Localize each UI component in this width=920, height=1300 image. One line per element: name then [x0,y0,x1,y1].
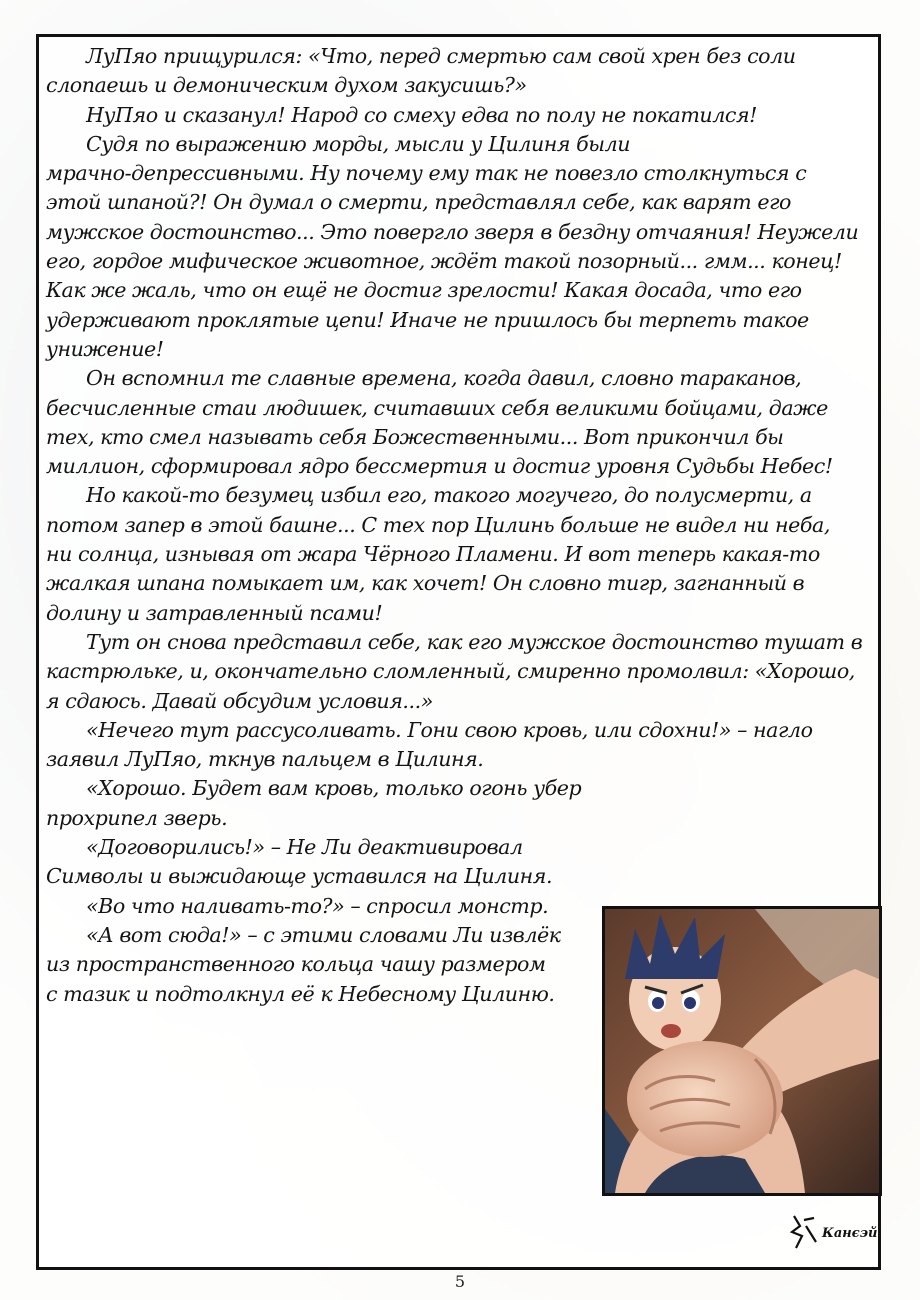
text-line: бесчисленные стаи людишек, считавших себя великими бойцами, даже [46,395,828,420]
text-line: НуПяо и сказанул! Народ со смеху едва по полу не покатился! [86,102,757,127]
text-line: кастрюльке, и, окончательно сломленный, смиренно промолвил: «Хорошо, [46,659,855,684]
text-line: Судя по выражению морды, мысли у Цилиня были [86,131,631,156]
text-line: тех, кто смел называть себя Божественными... Вот прикончил бы [46,424,784,449]
text-line: Символы и выжидающе уставился на Цилиня. [46,864,553,889]
text-line: «Во что наливать-то?» – спросил монстр. [86,893,549,918]
page-number: 5 [454,1272,466,1291]
text-line: потом запер в этой башне... С тех пор Цилинь больше не видел ни неба, [46,512,830,537]
text-line: Тут он снова представил себе, как его мужское достоинство тушат в [86,629,863,654]
text-line: Как же жаль, что он ещё не достиг зрелости! Какая досада, что его [46,278,802,303]
text-line: его, гордое мифическое животное, ждёт такой позорный... гмм... конец! [46,249,842,274]
story-text [46,42,864,1009]
text-line: этой шпаной?! Он думал о смерти, представлял себе, как варят его [46,190,791,215]
text-line: ЛуПяо прищурился: «Что, перед смертью сам свой хрен без соли [86,44,796,68]
text-line: миллион, сформировал ядро бессмертия и достиг уровня Судьбы Небес! [46,454,833,479]
text-line: Он вспомнил те славные времена, когда давил, словно тараканов, [86,366,802,391]
text-line: мужское достоинство... Это повергло зверя в бездну отчаяния! Неужели [46,219,859,244]
boy-pointing-illustration [602,906,882,1196]
text-line: «А вот сюда!» – с этими словами Ли извлёк [86,922,561,947]
text-line: я сдаюсь. Давай обсудим условия...» [46,688,433,713]
text-line: из пространственного кольца чашу размером [46,952,546,977]
text-line: с тазик и подтолкнул её к Небесному Цилиню. [46,981,555,1006]
text-line: заявил ЛуПяо, ткнув пальцем в Цилиня. [46,747,484,772]
text-line: Но какой-то безумец избил его, такого могучего, до полусмерти, а [86,483,812,508]
text-line: ни солнца, изнывая от жара Чёрного Пламени. И вот теперь какая-то [46,542,820,567]
text-line: жалкая шпана помыкает им, как хочет! Он словно тигр, загнанный в [46,571,805,596]
text-line: «Хорошо. Будет вам кровь, только огонь убер [86,776,582,801]
text-line: прохрипел зверь. [46,805,228,830]
text-line: «Нечего тут рассусоливать. Гони свою кровь, или сдохни!» – нагло [86,717,813,742]
text-line: удерживают проклятые цепи! Иначе не пришлось бы терпеть такое [46,307,809,332]
text-line: мрачно-депрессивными. Ну почему ему так не повезло столкнуться с [46,161,807,186]
text-line: унижение! [46,336,164,361]
text-line: слопаешь и демоническим духом закусишь?» [46,73,527,98]
logo-text: Канєэй [822,1226,878,1241]
text-line: долину и затравленный псами! [46,600,383,625]
text-line: «Договорились!» – Не Ли деактивировал [86,835,523,860]
